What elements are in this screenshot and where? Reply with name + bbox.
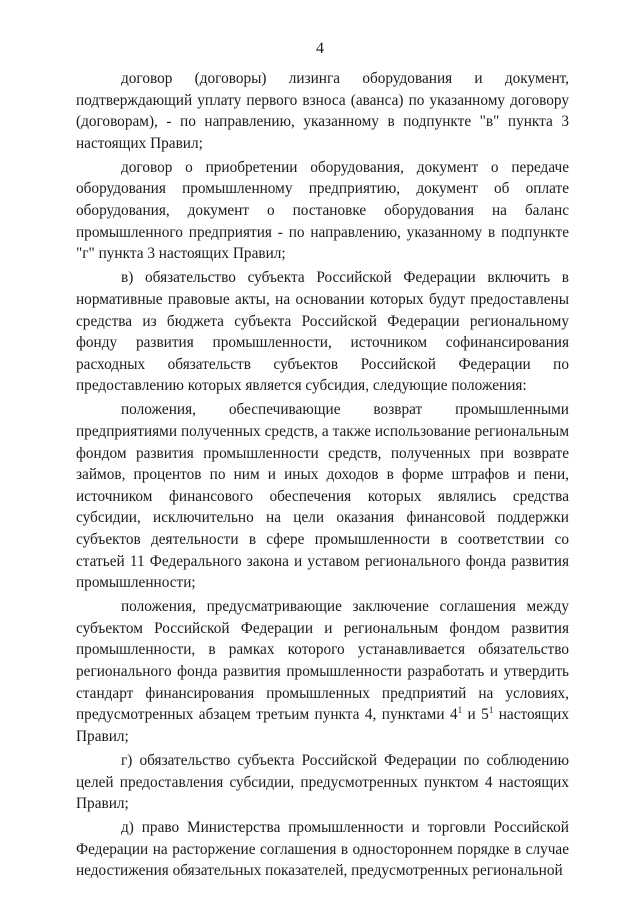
paragraph-agreement-provisions — [76, 596, 569, 747]
document-body — [76, 68, 569, 884]
superscript: 1 — [488, 705, 494, 716]
paragraph-goals-obligation: г) обязательство субъекта Российской Федерации по соблюдению целей предоставления субсидии, предусмотренных пунктом 4 настоящих Правил; — [76, 751, 569, 813]
paragraph-return-provisions: положения, обеспечивающие возврат промышленными предприятиями полученных средств, а также использование региональным фондом развития промышленности средств, полученных при возврате займов, процентов по ним и иных доходов в форме штрафов и пени, источником финансового обеспечения которых являлись средства субсидии, исключительно на цели оказания финансовой поддержки субъектов деятельности в сфере промышленности в соответствии со статьей 11 Федерального закона и уставом регионального фонда развития промышленности; — [76, 401, 569, 592]
paragraph-ministry-right: д) право Министерства промышленности и торговли Российской Федерации на расторжение соглашения в одностороннем порядке в случае недостижения обязательных показателей, предусмотренных региональной — [76, 819, 569, 880]
paragraph-purchase-contract: договор о приобретении оборудования, документ о передаче оборудования промышленному предприятию, документ об оплате оборудования, документ о постановке оборудования на баланс промышленного предприятия - по направлению, указанному в подпункте "г" пункта 3 настоящих Правил; — [76, 158, 569, 263]
paragraph-text: и 5 — [462, 706, 489, 724]
superscript: 1 — [457, 705, 463, 716]
page-number: 4 — [316, 40, 324, 57]
paragraph-obligation-normative-acts: в) обязательство субъекта Российской Федерации включить в нормативные правовые акты, на основании которых будут предоставлены средства из бюджета субъекта Российской Федерации региональному фонду развития промышленности, источником софинансирования расходных обязательств субъектов Российской Федерации по предоставлению которых является субсидия, следующие положения: — [76, 269, 569, 395]
paragraph-leasing-contract: договор (договоры) лизинга оборудования и документ, подтверждающий уплату первого взноса (аванса) по указанному договору (договорам), - по направлению, указанному в подпункте "в" пункта 3 настоящих Правил; — [76, 70, 569, 152]
paragraph-text: положения, предусматривающие заключение соглашения между субъектом Российской Федерации и региональным фондом развития промышленности, в рамках которого устанавливается обязательство регионального фонда развития промышленности разработать и утвердить стандарт финансирования промышленных предприятий на условиях, предусмотренных абзацем третьим пункта 4, пунктами 4 — [76, 598, 569, 724]
paragraph-text: настоящих Правил; — [76, 706, 569, 745]
